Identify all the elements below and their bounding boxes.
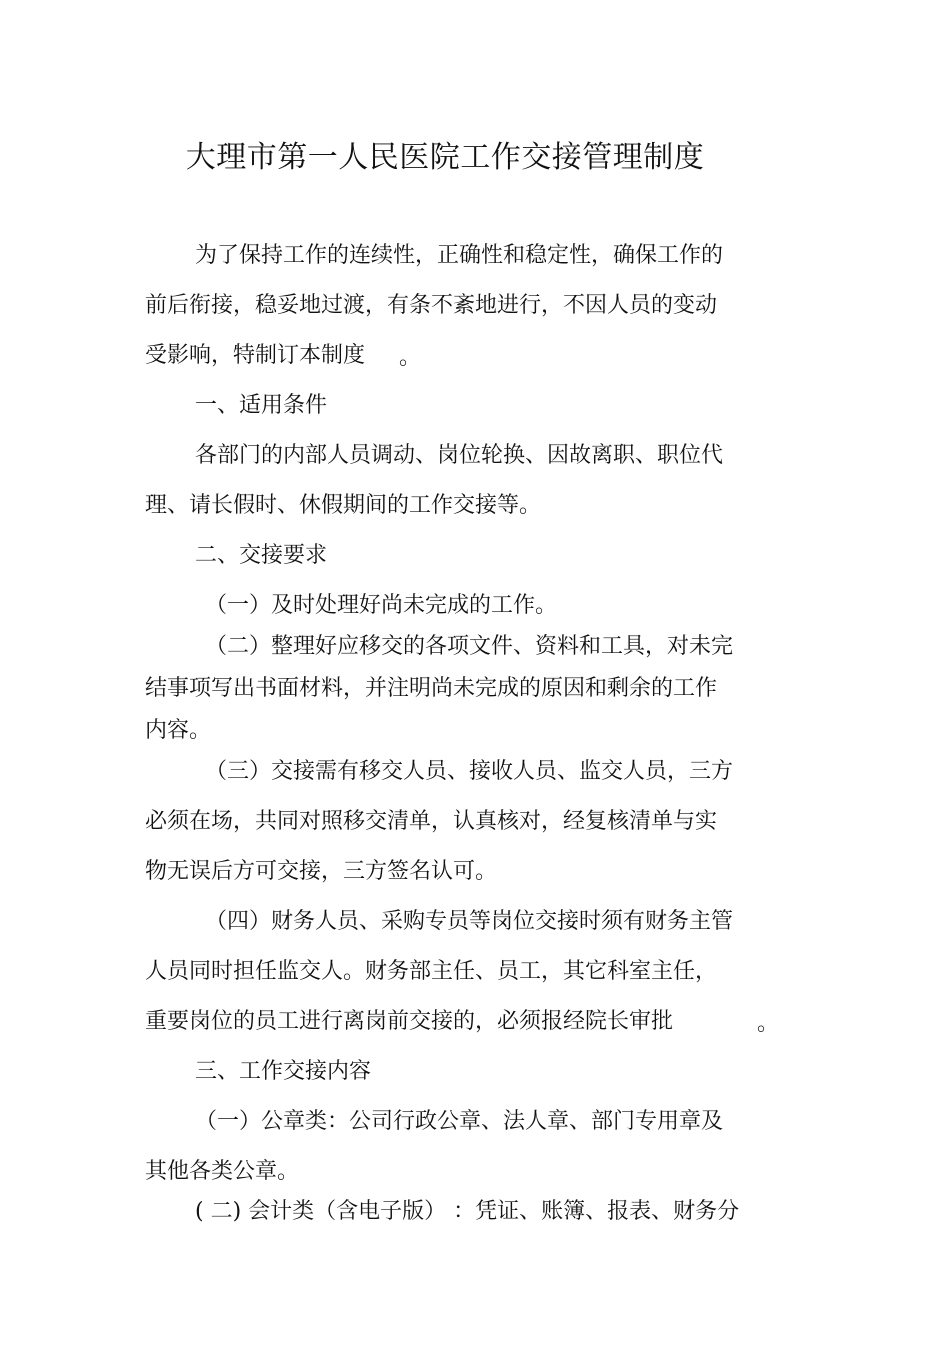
list-item: ( 二) 会计类（含电子版） ：凭证、账簿、报表、财务分 xyxy=(195,1199,740,1224)
trailing-period: 。 xyxy=(757,1011,780,1036)
paragraph-line: 其他各类公章。 xyxy=(145,1159,300,1184)
trailing-period: 。 xyxy=(399,345,422,370)
paragraph-line: 受影响，特制订本制度 xyxy=(145,343,366,368)
paragraph-line: 人员同时担任监交人。财务部主任、员工，其它科室主任， xyxy=(145,959,718,984)
section-heading: 三、工作交接内容 xyxy=(195,1059,372,1084)
list-item: （一）及时处理好尚未完成的工作。 xyxy=(205,593,558,618)
paragraph-line: 理、请长假时、休假期间的工作交接等。 xyxy=(145,493,542,518)
paragraph-line: 结事项写出书面材料，并注明尚未完成的原因和剩余的工作 xyxy=(145,676,718,701)
list-item: （四）财务人员、采购专员等岗位交接时须有财务主管 xyxy=(205,909,734,934)
paragraph-line: 前后衔接，稳妥地过渡，有条不紊地进行，不因人员的变动 xyxy=(145,293,718,318)
list-item: （二）整理好应移交的各项文件、资料和工具，对未完 xyxy=(205,634,734,659)
paragraph-line: 内容。 xyxy=(145,718,212,743)
section-heading: 一、适用条件 xyxy=(195,393,328,418)
paragraph-line: 为了保持工作的连续性，正确性和稳定性，确保工作的 xyxy=(195,243,724,268)
list-item: （三）交接需有移交人员、接收人员、监交人员，三方 xyxy=(205,759,734,784)
section-heading: 二、交接要求 xyxy=(195,543,328,568)
list-item: （一）公章类：公司行政公章、法人章、部门专用章及 xyxy=(195,1109,724,1134)
document-title: 大理市第一人民医院工作交接管理制度 xyxy=(185,140,705,175)
paragraph-line: 各部门的内部人员调动、岗位轮换、因故离职、职位代 xyxy=(195,443,724,468)
paragraph-line: 必须在场，共同对照移交清单，认真核对，经复核清单与实 xyxy=(145,809,718,834)
paragraph-line: 重要岗位的员工进行离岗前交接的，必须报经院长审批 xyxy=(145,1009,674,1034)
paragraph-line: 物无误后方可交接，三方签名认可。 xyxy=(145,859,498,884)
